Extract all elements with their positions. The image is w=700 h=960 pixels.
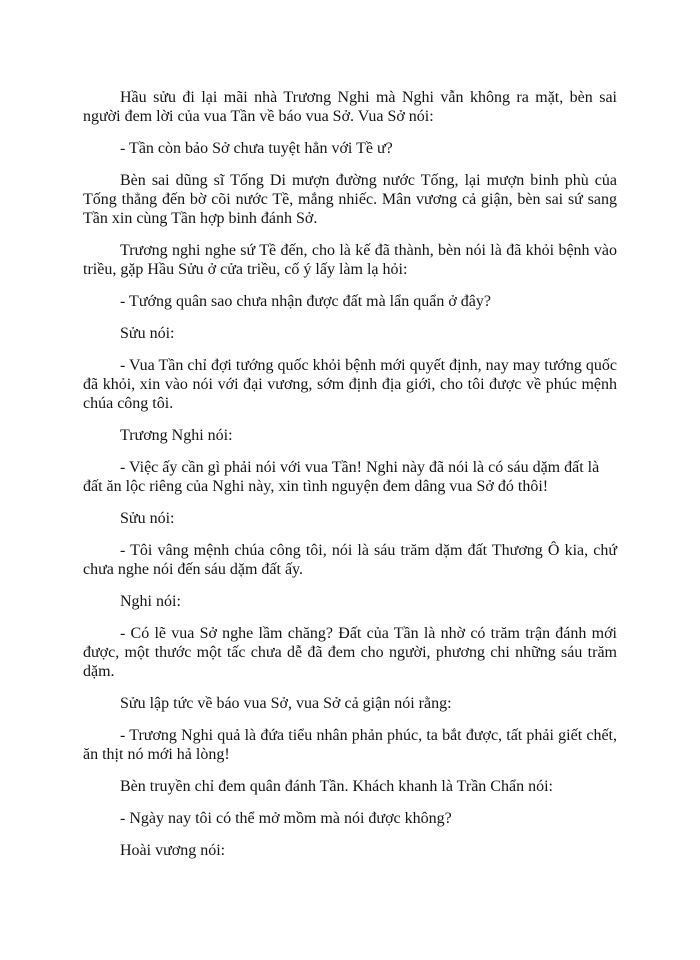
paragraph-narration: Trương nghi nghe sứ Tề đến, cho là kế đã thành, bèn nói là đã khỏi bệnh vào triều, gặp Hầu Sửu ở cửa triều, cố ý lấy làm lạ hỏi: (83, 242, 617, 278)
paragraph-dialogue: - Ngày nay tôi có thể mở mồm mà nói được không? (120, 810, 452, 827)
paragraph-speaker: Sửu nói: (120, 510, 175, 527)
paragraph-dialogue: - Tôi vâng mệnh chúa công tôi, nói là sáu trăm dặm đất Thương Ô kia, chứ chưa nghe nói đến sáu dặm đất ấy. (83, 542, 617, 578)
paragraph-dialogue: - Trương Nghi quả là đứa tiểu nhân phản phúc, ta bắt được, tất phải giết chết, ăn thịt nó mới hả lòng! (83, 727, 617, 763)
paragraph-speaker: Nghi nói: (120, 593, 181, 610)
paragraph-dialogue: - Có lẽ vua Sở nghe lầm chăng? Đất của Tần là nhờ có trăm trận đánh mới được, một thước một tấc chưa dễ đã đem cho người, phương chi những sáu trăm dặm. (83, 625, 617, 680)
paragraph-dialogue: - Tần còn bảo Sở chưa tuyệt hẳn với Tề ư? (120, 140, 393, 157)
paragraph-narration: Hầu sửu đi lại mãi nhà Trương Nghi mà Nghi vẫn không ra mặt, bèn sai người đem lời của vua Tần về báo vua Sở. Vua Sở nói: (83, 89, 617, 125)
paragraph-narration: Bèn truyền chỉ đem quân đánh Tần. Khách khanh là Trần Chẩn nói: (120, 778, 553, 795)
paragraph-speaker: Trương Nghi nói: (120, 427, 233, 444)
paragraph-narration: Sửu lập tức về báo vua Sở, vua Sở cả giận nói rằng: (120, 695, 452, 712)
paragraph-dialogue: - Tướng quân sao chưa nhận được đất mà lẩn quẩn ở đây? (120, 293, 491, 310)
paragraph-speaker: Sửu nói: (120, 325, 175, 342)
paragraph-dialogue: - Vua Tần chỉ đợi tướng quốc khỏi bệnh mới quyết định, nay may tướng quốc đã khỏi, xin vào nói với đại vương, sớm định địa giới, cho tôi được về phúc mệnh chúa công tôi. (83, 357, 617, 412)
document-page (83, 88, 617, 873)
paragraph-narration: Bèn sai dũng sĩ Tống Di mượn đường nước Tống, lại mượn binh phù của Tống thẳng đến bờ cõi nước Tề, mắng nhiếc. Mân vương cả giận, bèn sai sứ sang Tần xin cùng Tần hợp binh đánh Sở. (83, 172, 617, 227)
paragraph-dialogue: - Việc ấy cần gì phải nói với vua Tần! Nghi này đã nói là có sáu dặm đất là đất ăn lộc riêng của Nghi này, xin tình nguyện đem dâng vua Sở đó thôi! (83, 459, 600, 495)
paragraph-speaker: Hoài vương nói: (120, 842, 226, 859)
